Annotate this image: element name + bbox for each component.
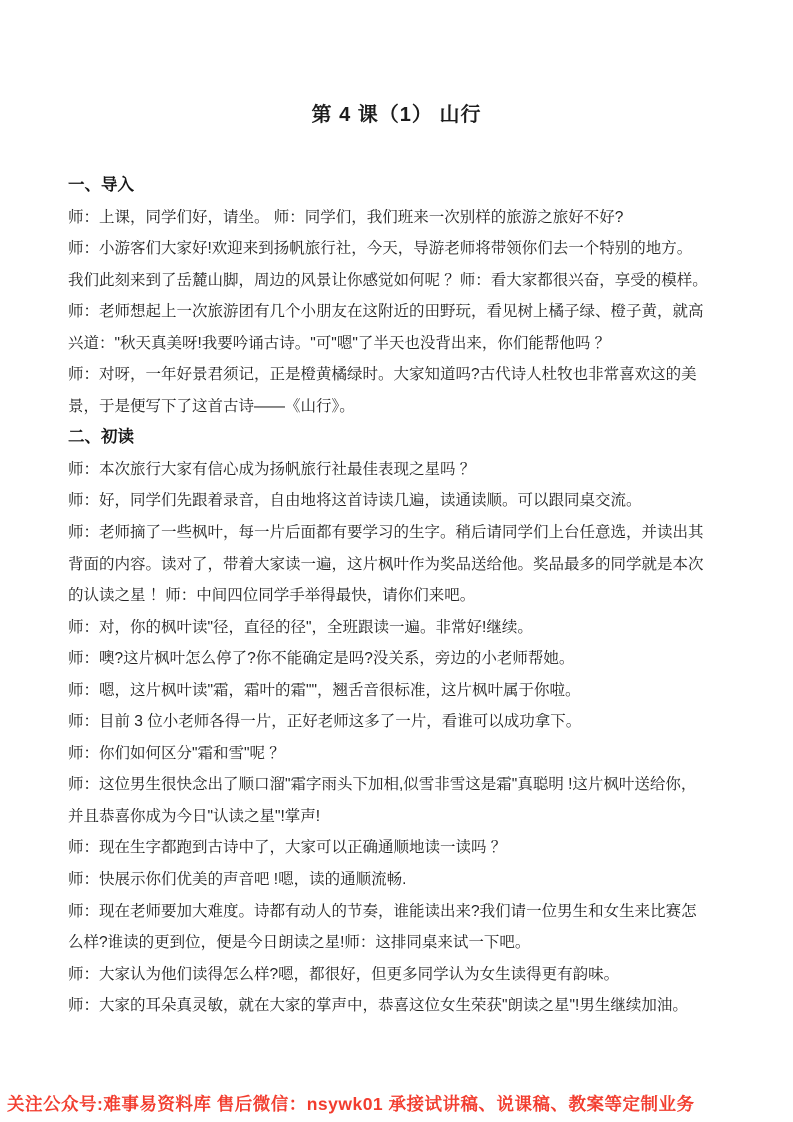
document-title: 第 4 课（1） 山行: [311, 104, 482, 126]
footer-banner: 关注公众号:难事易资料库 售后微信：nsywk01 承接试讲稿、说课稿、教案等定制业务: [7, 1094, 695, 1114]
script-line: 师：嗯，这片枫叶读"霜，霜叶的霜""，翘舌音很标准，这片枫叶属于你啦。: [68, 681, 581, 699]
section-heading: 一、导入: [68, 176, 134, 194]
script-line: 师：老师想起上一次旅游团有几个小朋友在这附近的田野玩，看见树上橘子绿、橙子黄，就高: [68, 303, 704, 321]
script-line: 并且恭喜你成为今日"认读之星"!掌声!: [68, 807, 321, 825]
script-line: 的认读之星 ！师：中间四位同学手举得最快，请你们来吧。: [68, 587, 476, 605]
script-line: 师：大家的耳朵真灵敏，就在大家的掌声中，恭喜这位女生荣获"朗读之星"!男生继续加油。: [68, 997, 688, 1015]
section-heading: 二、初读: [68, 428, 134, 447]
script-line: 师：小游客们大家好!欢迎来到扬帆旅行社，今天，导游老师将带领你们去一个特别的地方。: [68, 240, 693, 258]
script-line: 师：本次旅行大家有信心成为扬帆旅行社最佳表现之星吗 ？: [68, 460, 476, 478]
script-line: 兴道："秋天真美呀!我要吟诵古诗。"可"嗯"了半天也没背出来，你们能帮他吗 ？: [68, 334, 611, 352]
script-line: 师：上课，同学们好，请坐。 师：同学们，我们班来一次别样的旅游之旅好不好?: [68, 208, 624, 226]
script-line: 师：快展示你们优美的声音吧 !嗯，读的通顺流畅.: [68, 871, 407, 889]
script-line: 师：好，同学们先跟着录音，自由地将这首诗读几遍，读通读顺。可以跟同桌交流。: [68, 492, 642, 510]
script-line: 师：目前 3 位小老师各得一片，正好老师这多了一片，看谁可以成功拿下。: [68, 713, 582, 731]
script-line: 背面的内容。读对了，带着大家读一遍，这片枫叶作为奖品送给他。奖品最多的同学就是本次: [68, 555, 704, 573]
script-line: 师：老师摘了一些枫叶，每一片后面都有要学习的生字。稍后请同学们上台任意选，并读出其: [68, 524, 704, 542]
script-line: 师：这位男生很快念出了顺口溜"霜字雨头下加相,似雪非雪这是霜"真聪明 !这片枫叶送给你，: [68, 776, 697, 794]
script-line: 师：噢?这片枫叶怎么停了?你不能确定是吗?没关系，旁边的小老师帮她。: [68, 650, 575, 668]
script-line: 师：大家认为他们读得怎么样?嗯，都很好，但更多同学认为女生读得更有韵味。: [68, 965, 620, 983]
script-line: 师：现在生字都跑到古诗中了，大家可以正确通顺地读一读吗 ？: [68, 839, 507, 857]
script-line: 师：对，你的枫叶读"径，直径的径"，全班跟读一遍。非常好!继续。: [68, 618, 533, 636]
script-line: 我们此刻来到了岳麓山脚，周边的风景让你感觉如何呢 ？师：看大家都很兴奋，享受的模样。: [68, 271, 708, 289]
script-line: 么样?谁读的更到位，便是今日朗读之星!师：这排同桌来试一下吧。: [68, 934, 531, 952]
script-line: 师：对呀，一年好景君须记，正是橙黄橘绿时。大家知道吗?古代诗人杜牧也非常喜欢这的美: [68, 366, 697, 384]
script-line: 师：现在老师要加大难度。诗都有动人的节奏，谁能读出来?我们请一位男生和女生来比赛怎: [68, 902, 697, 920]
document-body: [68, 170, 728, 1022]
script-line: 景，于是便写下了这首古诗——《山行》。: [68, 397, 355, 415]
script-line: 师：你们如何区分"霜和雪"呢 ？: [68, 744, 285, 762]
